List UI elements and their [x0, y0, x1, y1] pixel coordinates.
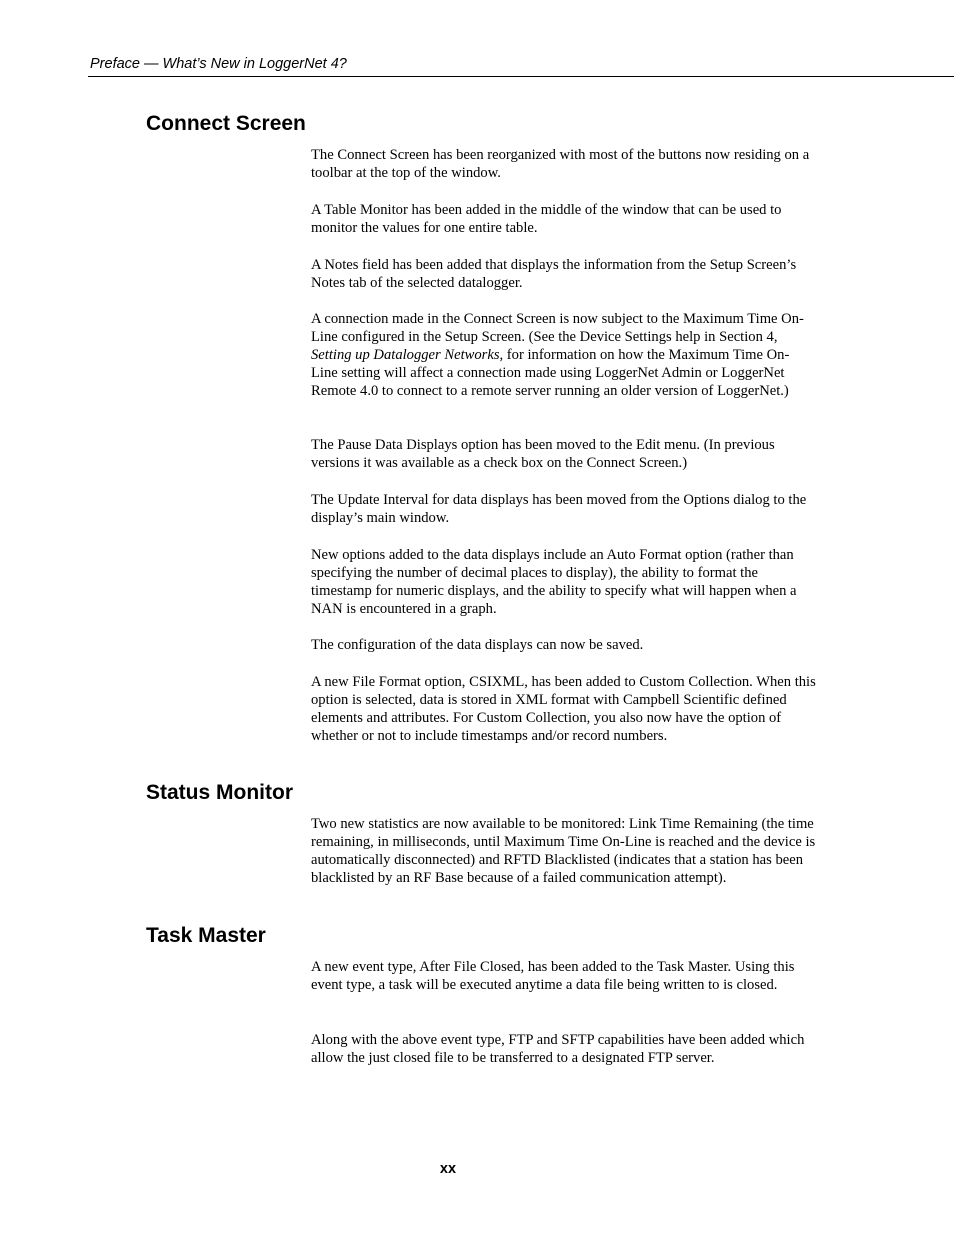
section-heading-status-monitor: Status Monitor — [146, 781, 293, 804]
paragraph: A Table Monitor has been added in the middle of the window that can be used to monitor the values for one entire table. — [311, 202, 782, 236]
paragraph: A new File Format option, CSIXML, has been added to Custom Collection. When this option is selected, data is stored in XML format with Campbell Scientific defined elements and attributes. For Custom Collection, you also now have the option of whether or not to include timestamps and/or record numbers. — [311, 674, 816, 744]
paragraph: The Connect Screen has been reorganized with most of the buttons now residing on a toolbar at the top of the window. — [311, 147, 810, 181]
paragraph: A Notes field has been added that displays the information from the Setup Screen’s Notes tab of the selected datalogger. — [311, 257, 797, 291]
paragraph: Along with the above event type, FTP and SFTP capabilities have been added which allow the just closed file to be transferred to a designated FTP server. — [311, 1032, 805, 1066]
section-heading-connect-screen: Connect Screen — [146, 112, 306, 135]
paragraph-device-settings — [311, 310, 816, 400]
paragraph-text: A connection made in the Connect Screen is now subject to the Maximum Time On-Line configured in the Setup Screen. (See the Device Settings help in Section 4, — [311, 311, 804, 345]
running-header-text: Preface — What’s New in LoggerNet 4? — [90, 56, 347, 72]
paragraph: A new event type, After File Closed, has been added to the Task Master. Using this event type, a task will be executed anytime a data file being written to is closed. — [311, 959, 795, 993]
paragraph: The Update Interval for data displays has been moved from the Options dialog to the display’s main window. — [311, 492, 807, 526]
section-reference: Setting up Datalogger Networks — [311, 347, 500, 363]
paragraph: The Pause Data Displays option has been moved to the Edit menu. (In previous versions it was available as a check box on the Connect Screen.) — [311, 437, 775, 471]
running-header — [88, 55, 954, 77]
page-number: xx — [439, 1161, 457, 1177]
paragraph: New options added to the data displays include an Auto Format option (rather than specifying the number of decimal places to display), the ability to format the timestamp for numeric displays, and the ability to specify what will happen when a NAN is encountered in a graph. — [311, 547, 797, 617]
paragraph: Two new statistics are now available to be monitored: Link Time Remaining (the time remaining, in milliseconds, until Maximum Time On-Line is reached and the device is automatically disconnected) and RFTD Blacklisted (indicates that a station has been blacklisted by an RF Base because of a failed communication attempt). — [311, 816, 816, 886]
paragraph: The configuration of the data displays can now be saved. — [311, 637, 644, 653]
paragraph-text: , for information on how the Maximum Time On-Line setting will affect a connection made using LoggerNet Admin or LoggerNet Remote 4.0 to connect to a remote server running an older version of LoggerNet.) — [311, 347, 790, 399]
section-heading-task-master: Task Master — [146, 924, 266, 947]
